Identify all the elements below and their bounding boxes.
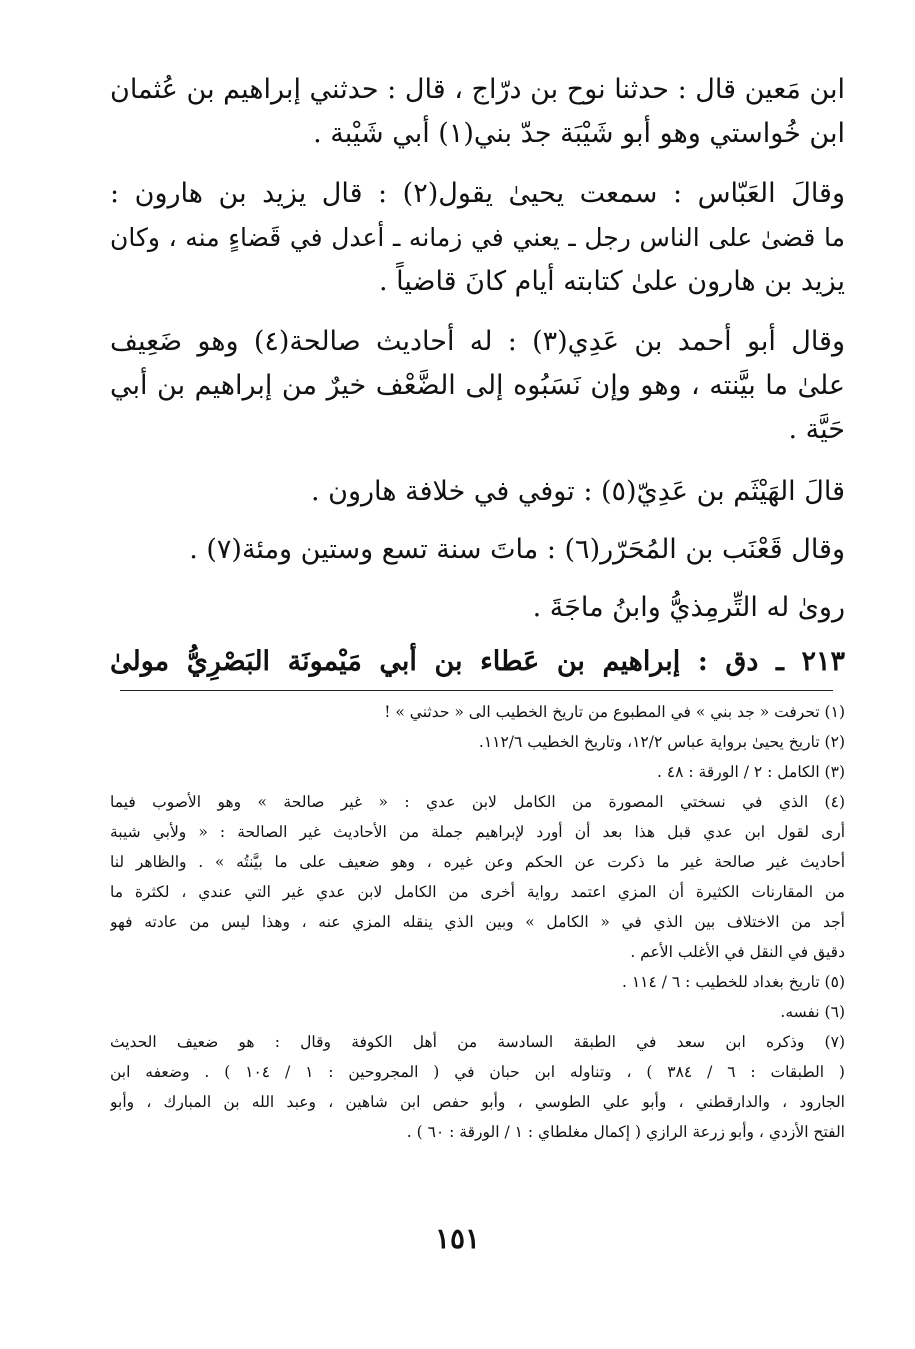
footnote-line: الفتح الأزدي ، وأبو زرعة الرازي ( إكمال مغلطاي : ١ / الورقة : ٦٠ ) . xyxy=(406,1123,845,1141)
entry-213-heading xyxy=(110,640,845,684)
footnote-line: أرى لقول ابن عدي قبل هذا بعد أن أورد لإبراهيم جملة من الأحاديث غير الصالحة : « ولأبي شيبة xyxy=(110,823,845,841)
paragraph-ibn-maeen xyxy=(110,68,845,156)
main-line: علىٰ ما بيَّنته ، وهو وإن نَسَبُوه إلى الضَّعْف خيرٌ من إبراهيم بن أبي xyxy=(110,370,845,401)
footnote-line: (٥) تاريخ بغداد للخطيب : ٦ / ١١٤ . xyxy=(622,973,845,991)
main-line: وقال أبو أحمد بن عَدِي(٣) : له أحاديث صالحة(٤) وهو ضَعِيف xyxy=(110,326,845,357)
footnote-line: الجارود ، والدارقطني ، وأبو علي الطوسي ، وأبو حفص ابن شاهين ، وعبد الله بن المبارك ، وأبو xyxy=(110,1093,845,1111)
paragraph-abbas xyxy=(110,172,845,304)
footnote-line: (٤) الذي في نسختي المصورة من الكامل لابن عدي : « غير صالحة » وهو الأصوب فيما xyxy=(110,793,845,811)
paragraph-narrators xyxy=(110,586,845,630)
footnote-line: أحاديث غير صالحة غير ما ذكرت عن الحكم وعن غيره ، وهو ضعيف على ما بيَّنتُه » . والظاهر لنا xyxy=(110,853,845,871)
main-line: وقال قَعْنَب بن المُحَرّر(٦) : ماتَ سنة تسع وستين ومئة(٧) . xyxy=(189,534,845,565)
main-line: قالَ الهَيْثَم بن عَدِيّ(٥) : توفي في خلافة هارون . xyxy=(310,476,845,507)
footnote-line: من المقارنات الكثيرة أن المزي اعتمد رواية أخرى من الكامل لابن عدي غير التي عندي ، لكثرة ما xyxy=(110,883,845,901)
page-number: ١٥١ xyxy=(434,1222,481,1255)
footnote-line: (٦) نفسه. xyxy=(780,1003,845,1021)
main-line: ما قضىٰ على الناس رجل ـ يعني في زمانه ـ أعدل في قَضاءٍ منه ، وكان xyxy=(110,223,845,252)
footnote-line: (٧) وذكره ابن سعد في الطبقة السادسة من أهل الكوفة وقال : هو ضعيف الحديث xyxy=(110,1033,845,1051)
footnote-line: (٢) تاريخ يحيىٰ برواية عباس ١٢/٢، وتاريخ الخطيب ١١٢/٦. xyxy=(478,733,845,751)
footnote-separator xyxy=(120,690,833,691)
main-line: ابن مَعين قال : حدثنا نوح بن درّاج ، قال : حدثني إبراهيم بن عُثمان xyxy=(110,74,845,105)
footnote-line: ( الطبقات : ٦ / ٣٨٤ ) ، وتناوله ابن حبان في ( المجروحين : ١ / ١٠٤ ) . وضعفه ابن xyxy=(110,1063,845,1081)
paragraph-ibn-adi xyxy=(110,320,845,452)
footnote-line: أجد من الاختلاف بين الذي في « الكامل » وبين الذي ينقله المزي عنه ، وهذا ليس من عادته فهو xyxy=(110,913,845,931)
footnote-line: دقيق في النقل في الأغلب الأعم . xyxy=(630,943,845,961)
footnote-line: (١) تحرفت « جد بني » في المطبوع من تاريخ الخطيب الى « حدثني » ! xyxy=(384,703,845,721)
footnote-line: (٣) الكامل : ٢ / الورقة : ٤٨ . xyxy=(656,763,845,781)
main-line: ٢١٣ ـ دق : إبراهيم بن عَطاء بن أبي مَيْمونَة البَصْرِيُّ مولىٰ xyxy=(110,646,845,677)
footnotes xyxy=(110,697,845,1147)
main-line: حَيَّة . xyxy=(788,414,845,445)
main-line: وقالَ العَبّاس : سمعت يحيىٰ يقول(٢) : قال يزيد بن هارون : xyxy=(110,178,845,209)
main-line: ابن خُواستي وهو أبو شَيْبَة جدّ بني(١) أبي شَيْبة . xyxy=(313,118,845,149)
paragraph-haytham xyxy=(110,470,845,514)
main-line: يزيد بن هارون علىٰ كتابته أيام كانَ قاضياً . xyxy=(378,266,845,297)
main-line: روىٰ له التِّرمِذيُّ وابنُ ماجَةَ . xyxy=(532,592,845,623)
paragraph-qanab xyxy=(110,528,845,572)
